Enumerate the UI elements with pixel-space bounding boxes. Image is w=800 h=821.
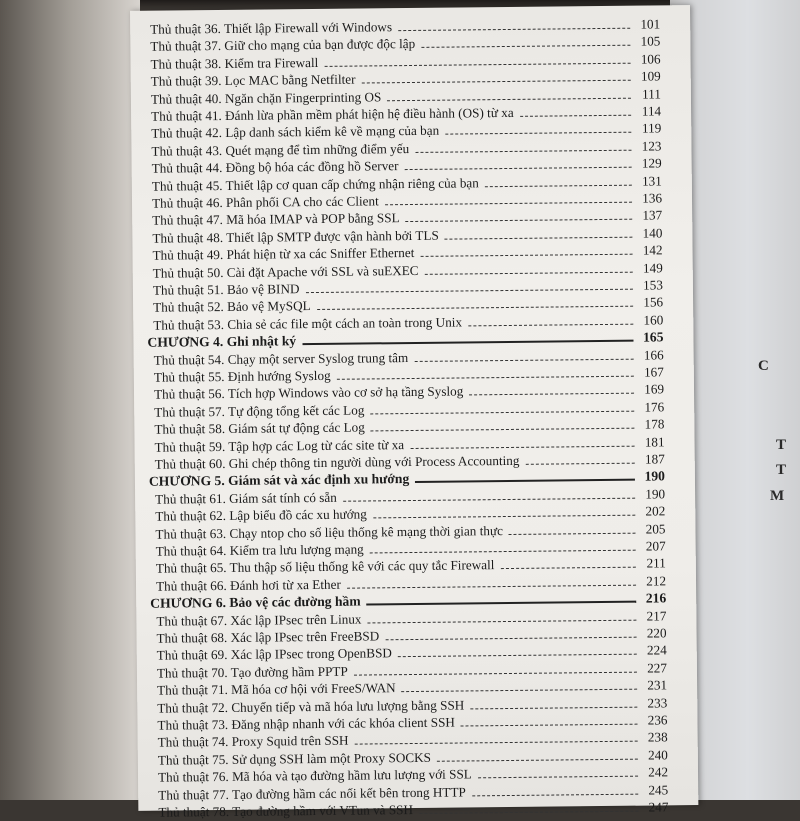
entry-title: Thủ thuật 63. Chạy ntop cho số liệu thống kê mạng thời gian thực	[155, 522, 503, 542]
dot-leader	[478, 775, 638, 779]
page-number: 123	[641, 138, 662, 154]
page-number: 169	[644, 381, 665, 397]
dot-leader	[366, 600, 636, 606]
page-number: 114	[641, 103, 662, 119]
page-number: 166	[643, 346, 664, 363]
dot-leader	[415, 357, 634, 361]
left-page-edge	[0, 0, 140, 800]
dot-leader	[405, 166, 632, 170]
page-number: 205	[645, 520, 666, 537]
page-number: 224	[646, 642, 667, 658]
entry-title: Thủ thuật 77. Tạo đường hầm các nối kết bên trong HTTP	[158, 784, 466, 803]
dot-leader	[373, 514, 635, 519]
page-number: 207	[645, 538, 666, 554]
entry-title: Thủ thuật 38. Kiểm tra Firewall	[150, 54, 319, 72]
entry-title: Thủ thuật 69. Xác lập IPsec trong OpenBSD	[156, 645, 392, 664]
entry-title: Thủ thuật 62. Lập biểu đồ các xu hướng	[155, 506, 367, 524]
dot-leader	[337, 375, 634, 380]
page-number: 156	[643, 294, 664, 310]
entry-title: Thủ thuật 40. Ngăn chặn Fingerprinting OS	[150, 88, 382, 107]
page-number: 240	[647, 747, 668, 763]
page-number: 190	[645, 486, 666, 502]
entry-title: Thủ thuật 78. Tạo đường hầm với VTun và SSH	[158, 802, 414, 820]
entry-title: Thủ thuật 37. Giữ cho mạng của bạn được độc lập	[150, 36, 416, 55]
entry-title: Thủ thuật 76. Mã hóa và tạo đường hầm lưu lượng với SSL	[157, 766, 472, 785]
dot-leader	[445, 131, 631, 135]
entry-title: Thủ thuật 43. Quét mạng để tìm những điểm yếu	[151, 140, 410, 159]
page-number: 211	[646, 555, 666, 571]
page-number: 101	[640, 16, 661, 32]
chapter-title: CHƯƠNG 4. Ghi nhật ký	[147, 333, 297, 350]
side-fragment: M	[770, 488, 785, 504]
entry-title: Thủ thuật 61. Giám sát tính có sẵn	[155, 489, 337, 507]
dot-leader	[355, 740, 638, 745]
page-number: 165	[642, 329, 664, 345]
page-number: 140	[642, 225, 663, 241]
dot-leader	[508, 531, 635, 534]
entry-title: Thủ thuật 44. Đồng bộ hóa các đồng hồ Server	[151, 158, 399, 176]
entry-title: Thủ thuật 73. Đăng nhập nhanh với các khóa client SSH	[157, 714, 455, 733]
side-fragment: T	[776, 462, 787, 478]
page-number: 216	[645, 590, 667, 606]
entry-title: Thủ thuật 49. Phát hiện từ xa các Sniffer Ethernet	[152, 245, 415, 263]
page-number: 217	[646, 607, 667, 624]
page-number: 187	[644, 451, 665, 467]
page-number: 212	[646, 573, 667, 589]
entry-title: Thủ thuật 42. Lập danh sách kiểm kê về mạng của bạn	[151, 123, 440, 142]
page-number: 245	[648, 781, 669, 798]
dot-leader	[317, 305, 633, 310]
entry-title: Thủ thuật 66. Đánh hơi từ xa Ether	[155, 576, 341, 594]
dot-leader	[354, 670, 637, 675]
dot-leader	[411, 444, 635, 448]
entry-title: Thủ thuật 46. Phân phối CA cho các Client	[151, 193, 379, 211]
dot-leader	[501, 566, 636, 569]
entry-title: Thủ thuật 72. Chuyển tiếp và mã hóa lưu lượng bằng SSH	[157, 697, 465, 716]
page-number: 238	[647, 729, 668, 745]
entry-title: Thủ thuật 71. Mã hóa cơ hội với FreeS/WAN	[157, 680, 396, 698]
dot-leader	[370, 409, 634, 414]
page-number: 247	[648, 799, 669, 815]
page-number: 105	[640, 33, 661, 49]
entry-title: Thủ thuật 51. Bảo vệ BIND	[152, 281, 300, 298]
entry-title: Thủ thuật 41. Đánh lừa phần mềm phát hiện hệ điều hành (OS) từ xa	[151, 104, 514, 124]
entry-title: Thủ thuật 70. Tạo đường hầm PPTP	[156, 663, 348, 681]
page-number: 220	[646, 625, 667, 641]
dot-leader	[343, 496, 635, 501]
dot-leader	[469, 392, 634, 396]
chapter-title: CHƯƠNG 6. Bảo vệ các đường hầm	[150, 593, 361, 611]
entry-title: Thủ thuật 53. Chia sẻ các file một cách an toàn trong Unix	[153, 314, 463, 333]
dot-leader	[415, 478, 635, 483]
page-number: 137	[642, 207, 663, 223]
page-number: 181	[644, 433, 665, 450]
page-number: 106	[640, 51, 661, 67]
page-number: 131	[641, 172, 662, 189]
page-number: 233	[647, 694, 668, 711]
page-number: 202	[645, 503, 666, 519]
entry-title: Thủ thuật 45. Thiết lập cơ quan cấp chứng nhận riêng của bạn	[151, 174, 479, 194]
dot-leader	[415, 148, 631, 152]
entry-title: Thủ thuật 50. Cài đặt Apache với SSL và suEXEC	[152, 262, 419, 281]
dot-leader	[387, 96, 631, 101]
entry-title: Thủ thuật 57. Tự động tổng kết các Log	[154, 402, 365, 420]
entry-title: Thủ thuật 58. Giám sát tự động các Log	[154, 419, 365, 437]
entry-title: Thủ thuật 65. Thu thập số liệu thống kê với các quy tắc Firewall	[155, 557, 495, 577]
dot-leader	[485, 183, 632, 187]
side-fragment: C	[758, 358, 769, 374]
page-number: 111	[642, 85, 661, 102]
page-number: 149	[642, 259, 663, 276]
entry-title: Thủ thuật 48. Thiết lập SMTP được vận hành bởi TLS	[152, 227, 439, 246]
dot-leader	[444, 235, 632, 239]
dot-leader	[362, 79, 631, 84]
page-number: 178	[644, 416, 665, 432]
dot-leader	[461, 723, 638, 727]
dot-leader	[405, 218, 632, 222]
entry-title: Thủ thuật 39. Lọc MAC bằng Netfilter	[150, 71, 356, 89]
page-number: 231	[647, 677, 668, 693]
dot-leader	[347, 583, 636, 588]
entry-title: Thủ thuật 67. Xác lập IPsec trên Linux	[156, 611, 362, 629]
dot-leader	[421, 253, 633, 257]
dot-leader	[385, 201, 632, 206]
entry-title: Thủ thuật 74. Proxy Squid trên SSH	[157, 733, 349, 751]
toc-page	[130, 5, 698, 820]
dot-leader	[306, 288, 633, 293]
dot-leader	[370, 549, 636, 554]
dot-leader	[437, 757, 638, 761]
page-number: 176	[644, 399, 665, 415]
page-number: 142	[642, 242, 663, 258]
entry-title: Thủ thuật 60. Ghi chép thông tin người dùng với Process Accounting	[154, 452, 520, 472]
dot-leader	[302, 339, 633, 345]
entry-title: Thủ thuật 75. Sử dụng SSH làm một Proxy SOCKS	[157, 749, 432, 768]
page-number: 167	[643, 364, 664, 380]
entry-title: Thủ thuật 64. Kiểm tra lưu lượng mạng	[155, 541, 364, 559]
page-number: 160	[643, 312, 664, 328]
dot-leader	[370, 427, 634, 432]
dot-leader	[421, 44, 630, 48]
dot-leader	[526, 462, 635, 465]
dot-leader	[472, 792, 638, 796]
page-number: 190	[644, 468, 665, 484]
page-number: 136	[642, 190, 663, 206]
page-number: 129	[641, 155, 662, 171]
page-number: 242	[648, 764, 669, 780]
entry-title: Thủ thuật 52. Bảo vệ MySQL	[153, 298, 311, 316]
dot-leader	[419, 810, 638, 814]
dot-leader	[401, 688, 637, 692]
entry-title: Thủ thuật 36. Thiết lập Firewall với Windows	[150, 19, 393, 37]
entry-title: Thủ thuật 59. Tập hợp các Log từ các site từ xa	[154, 436, 405, 455]
side-fragment: T	[776, 437, 787, 453]
dot-leader	[325, 61, 631, 66]
dot-leader	[367, 618, 636, 623]
entry-title: Thủ thuật 56. Tích hợp Windows vào cơ sở hạ tầng Syslog	[153, 383, 464, 403]
dot-leader	[398, 27, 630, 31]
dot-leader	[398, 653, 637, 658]
entry-title: Thủ thuật 55. Định hướng Syslog	[153, 367, 331, 385]
dot-leader	[468, 322, 633, 326]
dot-leader	[386, 636, 637, 641]
entry-title: Thủ thuật 68. Xác lập IPsec trên FreeBSD	[156, 628, 380, 646]
page-number: 109	[640, 68, 661, 84]
page-number: 153	[643, 277, 663, 293]
page-number: 227	[647, 660, 668, 676]
page-number: 119	[641, 120, 662, 136]
page-number: 236	[647, 712, 668, 728]
dot-leader	[520, 114, 631, 117]
entry-title: Thủ thuật 54. Chạy một server Syslog trung tâm	[153, 349, 409, 368]
dot-leader	[425, 270, 633, 274]
chapter-title: CHƯƠNG 5. Giám sát và xác định xu hướng	[148, 471, 410, 490]
entry-title: Thủ thuật 47. Mã hóa IMAP và POP bằng SSL	[152, 210, 400, 229]
dot-leader	[470, 705, 637, 709]
